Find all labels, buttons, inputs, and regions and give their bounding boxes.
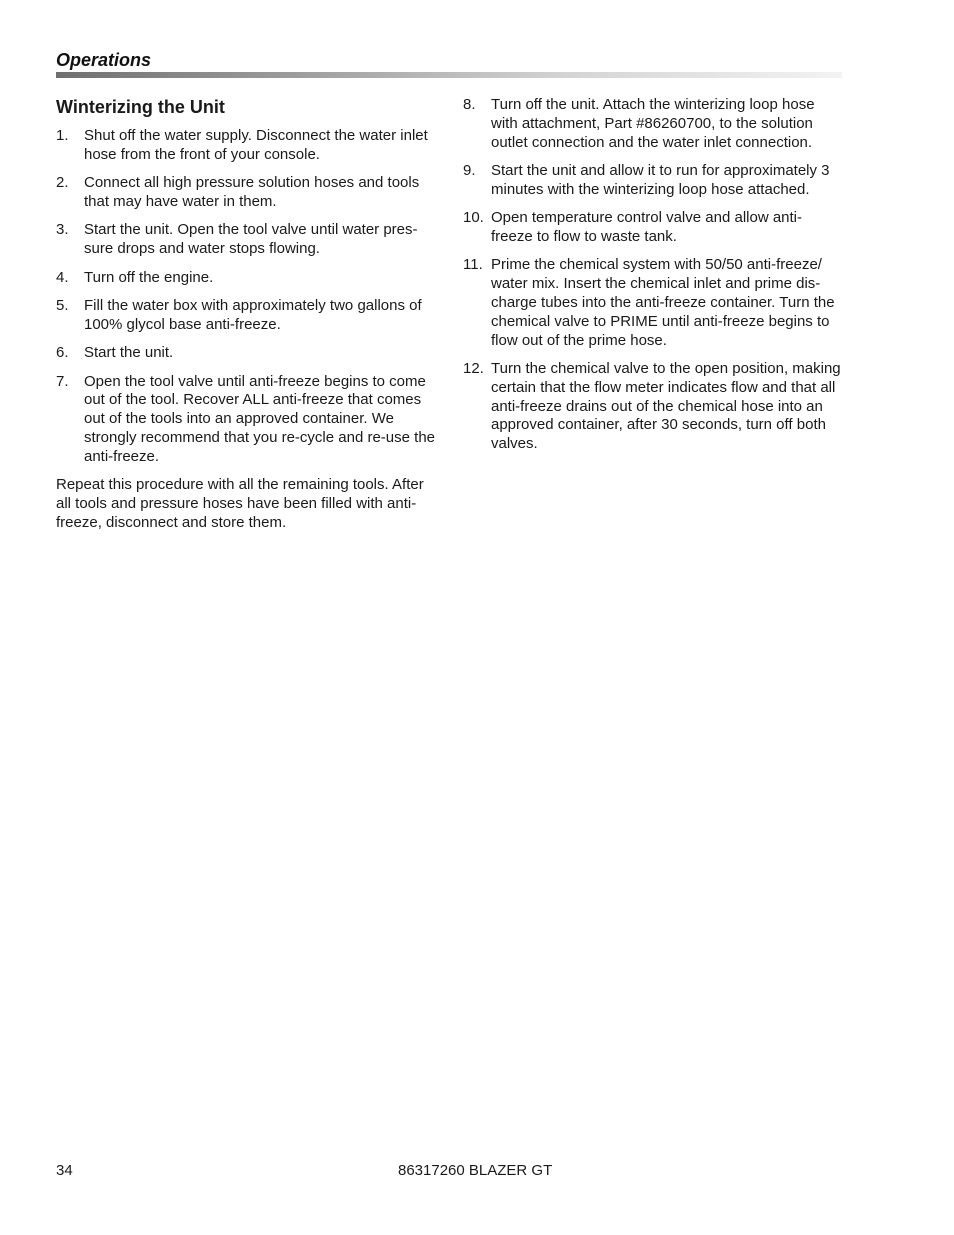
- list-item: [56, 297, 436, 335]
- list-item: [463, 360, 843, 454]
- header-rule: [56, 72, 842, 78]
- step-text: Connect all high pressure solution hoses and tools that may have water in them.: [84, 174, 420, 210]
- step-number: 4.: [56, 268, 69, 286]
- document-id: 86317260 BLAZER GT: [398, 1162, 553, 1179]
- step-text: Prime the chemical system with 50/50 anti-freeze/ water mix. Insert the chemical inlet and prime dis-charge tubes into the anti-freeze container. Turn the chemical valve to PRIME until anti-freeze begins to flow out of the prime hose.: [491, 256, 835, 349]
- step-number: 11.: [463, 256, 483, 274]
- step-number: 8.: [463, 96, 476, 113]
- list-item: [463, 256, 843, 350]
- page-number: 34: [56, 1162, 73, 1179]
- list-item: [56, 269, 436, 288]
- step-text: Start the unit. Open the tool valve until water pres-sure drops and water stops flowing.: [84, 221, 418, 258]
- list-item: [56, 344, 436, 363]
- list-item: [56, 373, 436, 467]
- step-number: 10.: [463, 209, 484, 227]
- step-text: Fill the water box with approximately two gallons of 100% glycol base anti-freeze.: [84, 296, 422, 333]
- right-column: [463, 96, 843, 464]
- list-item: [463, 209, 843, 247]
- list-item: [463, 162, 843, 200]
- step-text: Open temperature control valve and allow anti-freeze to flow to waste tank.: [491, 209, 803, 245]
- step-text: Start the unit.: [84, 344, 174, 362]
- step-text: Start the unit and allow it to run for approximately 3 minutes with the winterizing loop hose attached.: [491, 161, 830, 198]
- step-number: 3.: [56, 221, 69, 239]
- section-title: Operations: [56, 50, 152, 70]
- page-heading: Winterizing the Unit: [56, 97, 225, 117]
- step-number: 9.: [463, 161, 476, 179]
- step-text: Shut off the water supply. Disconnect the water inlet hose from the front of your console.: [84, 127, 428, 163]
- step-number: 12.: [463, 359, 484, 377]
- step-number: 2.: [56, 174, 69, 192]
- step-number: 1.: [56, 127, 69, 144]
- step-list-left: [56, 127, 436, 467]
- step-text: Open the tool valve until anti-freeze begins to come out of the tool. Recover ALL anti-freeze that comes out of the tools into an approved container. We strongly recommend that you re-cycle and re-use the anti-freeze.: [84, 372, 435, 465]
- list-item: [56, 127, 436, 165]
- step-number: 6.: [56, 344, 69, 362]
- closing-paragraph: Repeat this procedure with all the remaining tools. After all tools and pressure hoses have been filled with anti-freeze, disconnect and store them.: [56, 476, 424, 531]
- list-item: [463, 96, 843, 152]
- step-list-right: [463, 96, 843, 454]
- left-column: [56, 96, 436, 533]
- step-number: 7.: [56, 372, 69, 390]
- list-item: [56, 174, 436, 212]
- step-number: 5.: [56, 296, 69, 314]
- step-text: Turn off the unit. Attach the winterizing loop hose with attachment, Part #86260700, to the solution outlet connection and the water inlet connection.: [491, 96, 815, 151]
- step-text: Turn the chemical valve to the open position, making certain that the flow meter indicates flow and that all anti-freeze drains out of the chemical hose into an approved container, after 30 seconds, turn off both valves.: [491, 359, 841, 453]
- list-item: [56, 221, 436, 259]
- step-text: Turn off the engine.: [84, 268, 214, 286]
